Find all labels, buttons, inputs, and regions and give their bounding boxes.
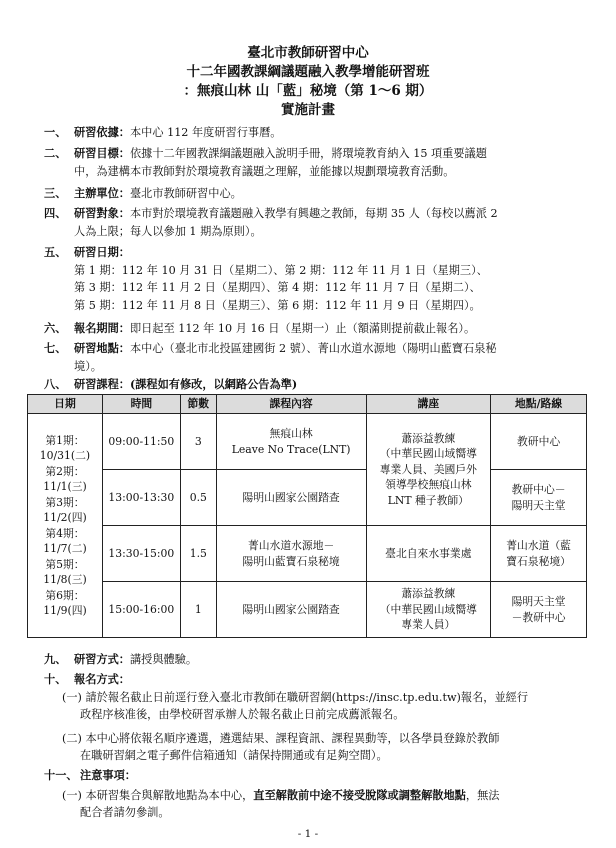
date-text: 第2期：: [45, 464, 85, 478]
date-line: 第 1 期：112 年 10 月 31 日（星期二）、第 2 期：112 年 11 月 1 日（星期三）、: [74, 263, 488, 277]
section-label: 注意事項：: [80, 768, 136, 782]
date-line: 第 3 期：112 年 11 月 2 日（星期四）、第 4 期：112 年 11 月 7 日（星期二）、: [74, 281, 481, 294]
venue-cell: [491, 526, 587, 582]
section-label: 研習目標：: [74, 146, 130, 160]
section-number: 五、: [44, 245, 67, 259]
item-line: 政程序核准後，由學校研習承辦人於報名截止日前完成薦派報名。: [80, 708, 405, 721]
lecturer-cell: [366, 582, 491, 638]
section-label: 研習日期：: [74, 245, 130, 259]
course-table: [27, 394, 587, 638]
venue-cell: [491, 414, 587, 470]
date-text: 11/8(三): [43, 573, 87, 586]
course-text: Leave No Trace(LNT): [231, 442, 351, 456]
sessions-cell: 0.5: [180, 470, 216, 526]
section-label: 研習對象：: [74, 206, 130, 220]
venue-cell: [491, 582, 587, 638]
item-text: (一) 本研習集合與解散地點為本中心，: [62, 788, 254, 802]
venue-cell: [491, 470, 587, 526]
header-sessions: 節數: [180, 395, 216, 414]
lecturer-text: 專業人員、美國戶外: [379, 462, 477, 476]
venue-text: 陽明天主堂: [511, 498, 566, 512]
section-text: 臺北市教師研習中心。: [129, 187, 242, 200]
lecturer-text: 蕭添益教練: [401, 587, 456, 601]
section-number: 六、: [44, 321, 67, 335]
page-number: - 1 -: [297, 828, 319, 840]
table-row: [28, 582, 587, 638]
date-text: 11/7(二): [43, 542, 87, 555]
course-cell: [216, 582, 366, 638]
section-text: 本市對於環境教育議題融入教學有興趣之教師，每期 35 人（每校以薦派 2: [129, 207, 498, 220]
course-text: 菁山水道水源地－: [247, 539, 335, 552]
venue-text: 教研中心－: [511, 483, 566, 496]
table-row: [28, 470, 587, 526]
section-registration-method: [44, 671, 572, 765]
date-text: 第6期：: [45, 588, 85, 602]
time-cell: 15:00-16:00: [102, 582, 180, 638]
date-text: 第3期：: [45, 495, 85, 509]
section-label: 研習方式：: [74, 652, 130, 666]
lecturer-text: 蕭添益教練: [401, 431, 456, 445]
header-time: 時間: [102, 395, 180, 414]
section-notes: [44, 767, 572, 822]
table-row: [28, 526, 587, 582]
section-text: 講授與體驗。: [129, 653, 198, 666]
section-method: [44, 651, 572, 669]
item-line: (二) 本中心將依報名順序遴選，遴選結果、課程資訊、課程異動等，以各學員登錄於教師: [62, 731, 500, 745]
section-location: [44, 340, 572, 375]
section-note: (課程如有修改，以網路公告為準): [129, 377, 298, 391]
date-text: 11/2(四): [43, 511, 87, 524]
course-cell: [216, 526, 366, 582]
date-cell: [28, 414, 103, 638]
doc-title-3: ：無痕山林 山「藍」秘境（第 1～6 期）: [183, 83, 433, 99]
section-label: 主辦單位：: [74, 186, 130, 200]
date-line: 第 5 期：112 年 11 月 8 日（星期三）、第 6 期：112 年 11 月 9 日（星期四）。: [74, 298, 481, 312]
table-header-row: [28, 395, 587, 414]
section-registration-period: [44, 320, 572, 338]
header-date: 日期: [28, 395, 103, 414]
header-course: 課程內容: [216, 395, 366, 414]
table-row: [28, 414, 587, 470]
item-text: ，無法: [465, 788, 500, 802]
course-cell: [216, 414, 366, 470]
section-number: 九、: [44, 652, 67, 666]
section-course: [44, 376, 572, 394]
header-lecturer: 講座: [366, 395, 491, 414]
date-text: 第5期：: [45, 557, 85, 571]
lecturer-cell: 臺北自來水事業處: [366, 526, 491, 582]
section-number: 四、: [44, 206, 67, 220]
section-label: 報名期間：: [74, 321, 130, 335]
section-dates: [44, 244, 572, 314]
date-text: 11/9(四): [43, 604, 87, 617]
doc-title-1: 臺北市教師研習中心: [247, 45, 369, 61]
section-number: 七、: [44, 341, 67, 355]
lecturer-text: （中華民國山域嚮導: [379, 447, 477, 461]
venue-text: 陽明天主堂: [511, 595, 566, 608]
date-text: 11/1(三): [43, 480, 87, 493]
section-organizer: [44, 185, 572, 203]
doc-title-4: 實施計畫: [281, 102, 335, 118]
time-cell: 13:30-15:00: [102, 526, 180, 582]
lecturer-cell: [366, 414, 491, 526]
sessions-cell: 3: [180, 414, 216, 470]
item-line: (一) 請於報名截止日前逕行登入臺北市教師在職研習網(https://insc.tp.edu.tw)報名，並經行: [62, 690, 529, 704]
section-text: 依據十二年國教課綱議題融入說明手冊，將環境教育納入 15 項重要議題: [129, 147, 487, 160]
lecturer-text: LNT 種子教師）: [387, 493, 469, 507]
date-text: 10/31(二): [39, 449, 91, 462]
section-basis: [44, 124, 572, 142]
section-text: 本中心（臺北市北投區建國街 2 號）、菁山水道水源地（陽明山藍寶石泉秘: [129, 342, 497, 355]
venue-text: －教研中心: [511, 610, 566, 624]
section-text-cont: 中，為建構本市教師對於環境教育議題之理解，並能據以規劃環境教育活動。: [74, 164, 455, 178]
section-label: 研習課程：: [74, 377, 130, 391]
venue-text: 教研中心: [517, 434, 561, 448]
section-label: 研習依據：: [74, 125, 130, 139]
course-text: 無痕山林: [269, 427, 313, 440]
section-number: 十一、: [44, 768, 78, 782]
doc-title-2: 十二年國教課綱議題融入教學增能研習班: [186, 64, 430, 80]
item-line: 配合者請勿參訓。: [80, 806, 170, 819]
course-text: 陽明山國家公園踏查: [242, 490, 340, 504]
venue-text: 菁山水道（藍: [506, 539, 571, 552]
section-label: 報名方式：: [74, 672, 130, 686]
date-text: 第1期：: [45, 433, 85, 447]
section-text-cont: 人為上限；每人以參加 1 期為原則）。: [74, 224, 262, 238]
time-cell: 13:00-13:30: [102, 470, 180, 526]
item-line: [44, 787, 572, 805]
date-text: 第4期：: [45, 526, 85, 540]
lecturer-text: 專業人員）: [401, 618, 456, 632]
section-text: 本中心 112 年度研習行事曆。: [129, 126, 282, 139]
item-text-emphasis: 直至解散前中途不接受脫隊或調整解散地點: [253, 787, 466, 802]
sessions-cell: 1.5: [180, 526, 216, 582]
lecturer-text: （中華民國山域嚮導: [379, 602, 477, 616]
sessions-cell: 1: [180, 582, 216, 638]
item-line: 在職研習網之電子郵件信箱通知（請保持開通或有足夠空間）。: [80, 749, 388, 762]
section-number: 一、: [44, 125, 67, 139]
section-goal: [44, 145, 572, 180]
section-number: 三、: [44, 186, 67, 200]
section-label: 研習地點：: [74, 341, 130, 355]
lecturer-text: 領導學校無痕山林: [385, 478, 472, 492]
time-cell: 09:00-11:50: [102, 414, 180, 470]
section-participants: [44, 205, 572, 240]
course-text: 陽明山藍寶石泉秘境: [242, 554, 340, 568]
course-cell: [216, 470, 366, 526]
header-venue: 地點/路線: [491, 395, 587, 414]
section-number: 十、: [44, 672, 67, 686]
venue-text: 寶石泉秘境）: [506, 554, 571, 568]
section-number: 二、: [44, 146, 67, 160]
course-text: 陽明山國家公園踏查: [242, 602, 340, 616]
section-text: 即日起至 112 年 10 月 16 日（星期一）止（額滿則提前截止報名）。: [129, 322, 476, 335]
section-number: 八、: [44, 377, 67, 391]
section-text-cont: 境）。: [74, 359, 102, 373]
